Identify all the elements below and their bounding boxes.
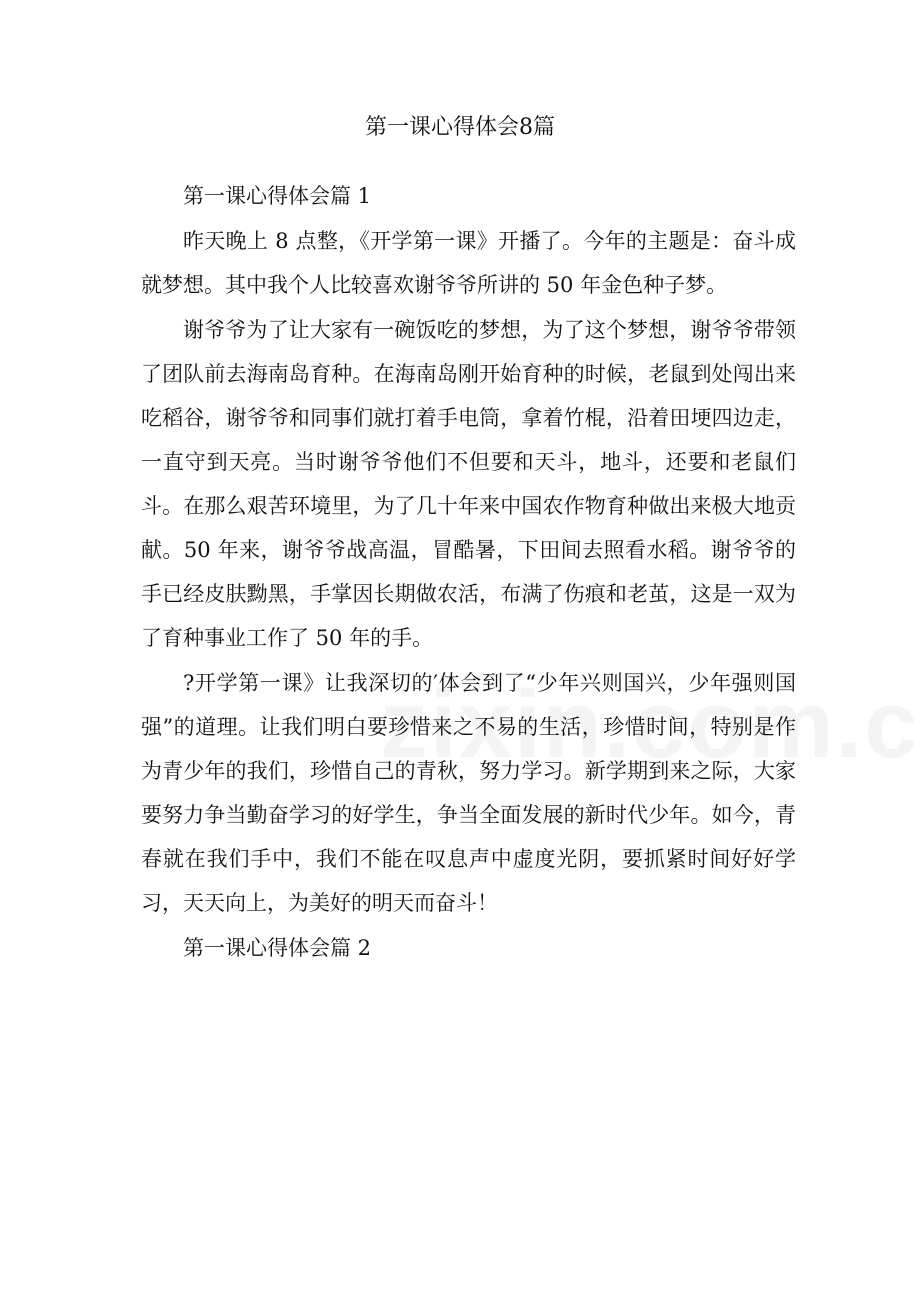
section-heading: 第一课心得体会篇 1 — [183, 184, 372, 208]
paragraph: ?开学第一课》让我深切的′体会到了“少年兴则国兴，少年强则国强”的道理。让我们明白要珍惜来之不易的生活，珍惜时间，特别是作为青少年的我们，珍惜自己的青秋，努力学习。新学期到来之际，大家要努力争当勤奋学习的好学生，争当全面发展的新时代少年。如今，青春就在我们手中，我们不能在叹息声中虚度光阴，要抓紧时间好好学习，天天向上，为美好的明天而奋斗！ — [141, 671, 796, 915]
document-body — [141, 174, 796, 971]
section-heading: 第一课心得体会篇 2 — [183, 936, 372, 960]
paragraph: 谢爷爷为了让大家有一碗饭吃的梦想，为了这个梦想，谢爷爷带领了团队前去海南岛育种。在海南岛刚开始育种的时候，老鼠到处闯出来吃稻谷，谢爷爷和同事们就打着手电筒，拿着竹棍，沿着田埂四边走，一直守到天亮。当时谢爷爷他们不但要和天斗，地斗，还要和老鼠们斗。在那么艰苦环境里，为了几十年来中国农作物育种做出来极大地贡献。50 年来，谢爷爷战高温，冒酷暑，下田间去照看水稻。谢爷爷的手已经皮肤黝黑，手掌因长期做农活，布满了伤痕和老茧，这是一双为了育种事业工作了 50 年的手。 — [141, 318, 796, 650]
document-title: 第一课心得体会8篇 — [365, 115, 555, 140]
paragraph: 昨天晚上 8 点整，《开学第一课》开播了。今年的主题是：奋斗成就梦想。其中我个人比较喜欢谢爷爷所讲的 50 年金色种子梦。 — [141, 229, 796, 297]
